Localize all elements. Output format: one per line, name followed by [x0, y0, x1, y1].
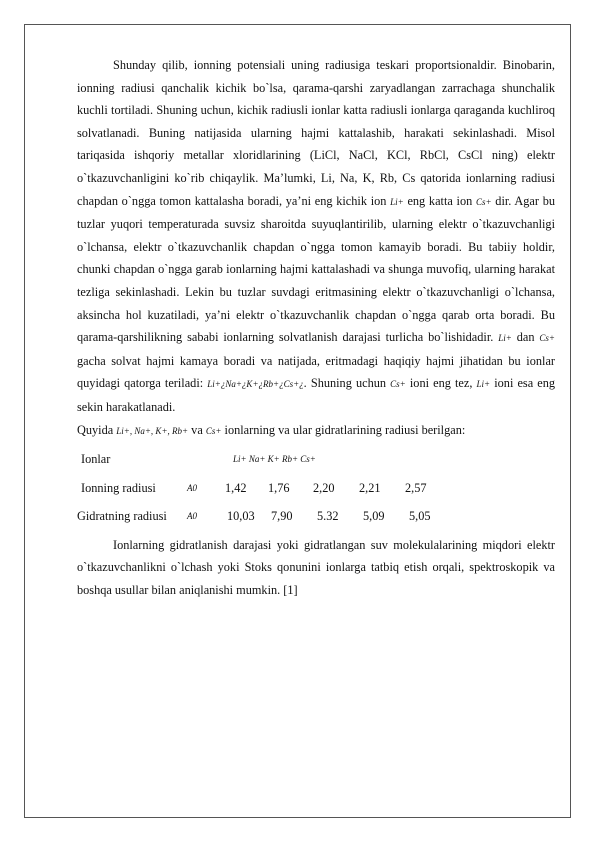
- paragraph-1-text-h: ioni esa eng sekin harakatlanadi.: [77, 376, 556, 414]
- table-cell: 2,57: [405, 480, 427, 495]
- paragraph-1-text-a: Shunday qilib, ionning potensiali uning radiusiga teskari proportsionaldir. Binobarin, ionning radiusi qanchalik kichik bo`lsa, qarama-qarshi zaryadlangan zarrachaga shunchalik kuchli tortiladi. Shuning uchun, kichik radiusli ionlar katta radiusli ionlarga qaraganda kuchliroq solvatlanadi. Buning natijasida ularning hajmi kattalashib, harakati sekinlashadi. Misol tariqasida ishqoriy metallar xloridlarining (LiCl, NaCl, KCl, RbCl, CsCl ning) elektr o`tkazuvchanligini ko`rib chiqaylik. Ma’lumki, Li, Na, K, Rb, Cs qatorida ionlarning radiusi chapdan o`ngga tomon kattalasha boradi, ya’ni eng kichik ion: [77, 58, 555, 208]
- ion-cs: Cs+: [539, 333, 555, 344]
- ion-cs: Cs+: [475, 196, 492, 207]
- table-cell: 1,42: [225, 480, 247, 495]
- paragraph-1-text-g: ioni eng tez,: [409, 376, 473, 391]
- paragraph-2: Ionlarning gidratlanish darajasi yoki gidratlangan suv molekulalarining miqdori elektr o`tkazuvchanlikni o`lchash yoki Stoks qonunini ionlarga tatbiq etish orqali, spektroskopik va boshqa usullar bilan aniqlanishi mumkin. [1]: [77, 537, 555, 598]
- table-row: [77, 477, 555, 500]
- paragraph-1-text-d: dan: [516, 330, 535, 345]
- angstrom-unit: A0: [187, 482, 197, 493]
- ion-li: Li+: [390, 196, 404, 207]
- table-row: [77, 505, 555, 528]
- table-cell: 10,03: [227, 509, 255, 524]
- table-intro: [77, 419, 555, 443]
- table-intro-text-a: Quyida: [77, 422, 114, 437]
- paragraph-1-text-b: eng katta ion: [407, 193, 473, 208]
- table-cell: 5,05: [409, 509, 431, 524]
- paragraph-1-text-e: gacha solvat hajmi kamaya boradi va natijada, eritmadagi haqiqiy hajmi jihatidan bu ionlar quyidagi qatorga teriladi:: [77, 353, 555, 391]
- table-header-label: Ionlar: [81, 452, 111, 467]
- table-cell: 1,76: [268, 480, 290, 495]
- ion-li: Li+: [498, 333, 512, 344]
- ion-list: Li+, Na+, K+, Rb+: [116, 425, 189, 436]
- table-intro-text-c: ionlarning va ular gidratlarining radiusi berilgan:: [224, 422, 466, 437]
- paragraph-1: [77, 54, 555, 419]
- table-intro-text-b: va: [191, 422, 203, 437]
- table-cell: 2,21: [359, 480, 381, 495]
- table-header-ions: Li+ Na+ K+ Rb+ Cs+: [233, 454, 316, 465]
- table-cell: 2,20: [313, 480, 335, 495]
- ion-li: Li+: [476, 379, 491, 390]
- ion-series: Li+¿Na+¿K+¿Rb+¿Cs+¿: [207, 379, 304, 390]
- table-cell: 5.32: [317, 509, 339, 524]
- table-row-label: Gidratning radiusi: [77, 509, 167, 524]
- table-row-label: Ionning radiusi: [81, 480, 156, 495]
- table-header-row: [77, 448, 555, 471]
- ion-cs: Cs+: [205, 425, 222, 436]
- paragraph-1-text-f: . Shuning uchun: [303, 376, 387, 391]
- table-cell: 7,90: [271, 509, 293, 524]
- ion-cs: Cs+: [390, 379, 406, 390]
- paragraph-1-text-c: dir. Agar bu tuzlar yuqori temperaturada suvsiz sharoitda suyuqlantirilib, ularning elektr o`tkazuvchanligi o`lchansa, elektr o`tkazuvchanlik chapdan o`ngga tomon kamayib boradi. Bu tabiiy holdir, chunki chapdan o`ngga garab ionlarning hajmi kattalashadi va shunga muvofiq, ularning harakat tezliga sekinlashadi. Lekin bu tuzlar suvdagi eritmasining elektr o`tkazuvchanligi o`lchansa, aksincha hol kuzatiladi, ya’ni elektr o`tkazuvchanlik chapdan o`ngga qarab orta boradi. Bu qarama-qarshilikning sababi ionlarning solvatlanish darajasi turlicha bo`lishidadir.: [77, 193, 555, 345]
- document-body: [77, 54, 555, 602]
- angstrom-unit: A0: [187, 511, 197, 522]
- table-cell: 5,09: [363, 509, 385, 524]
